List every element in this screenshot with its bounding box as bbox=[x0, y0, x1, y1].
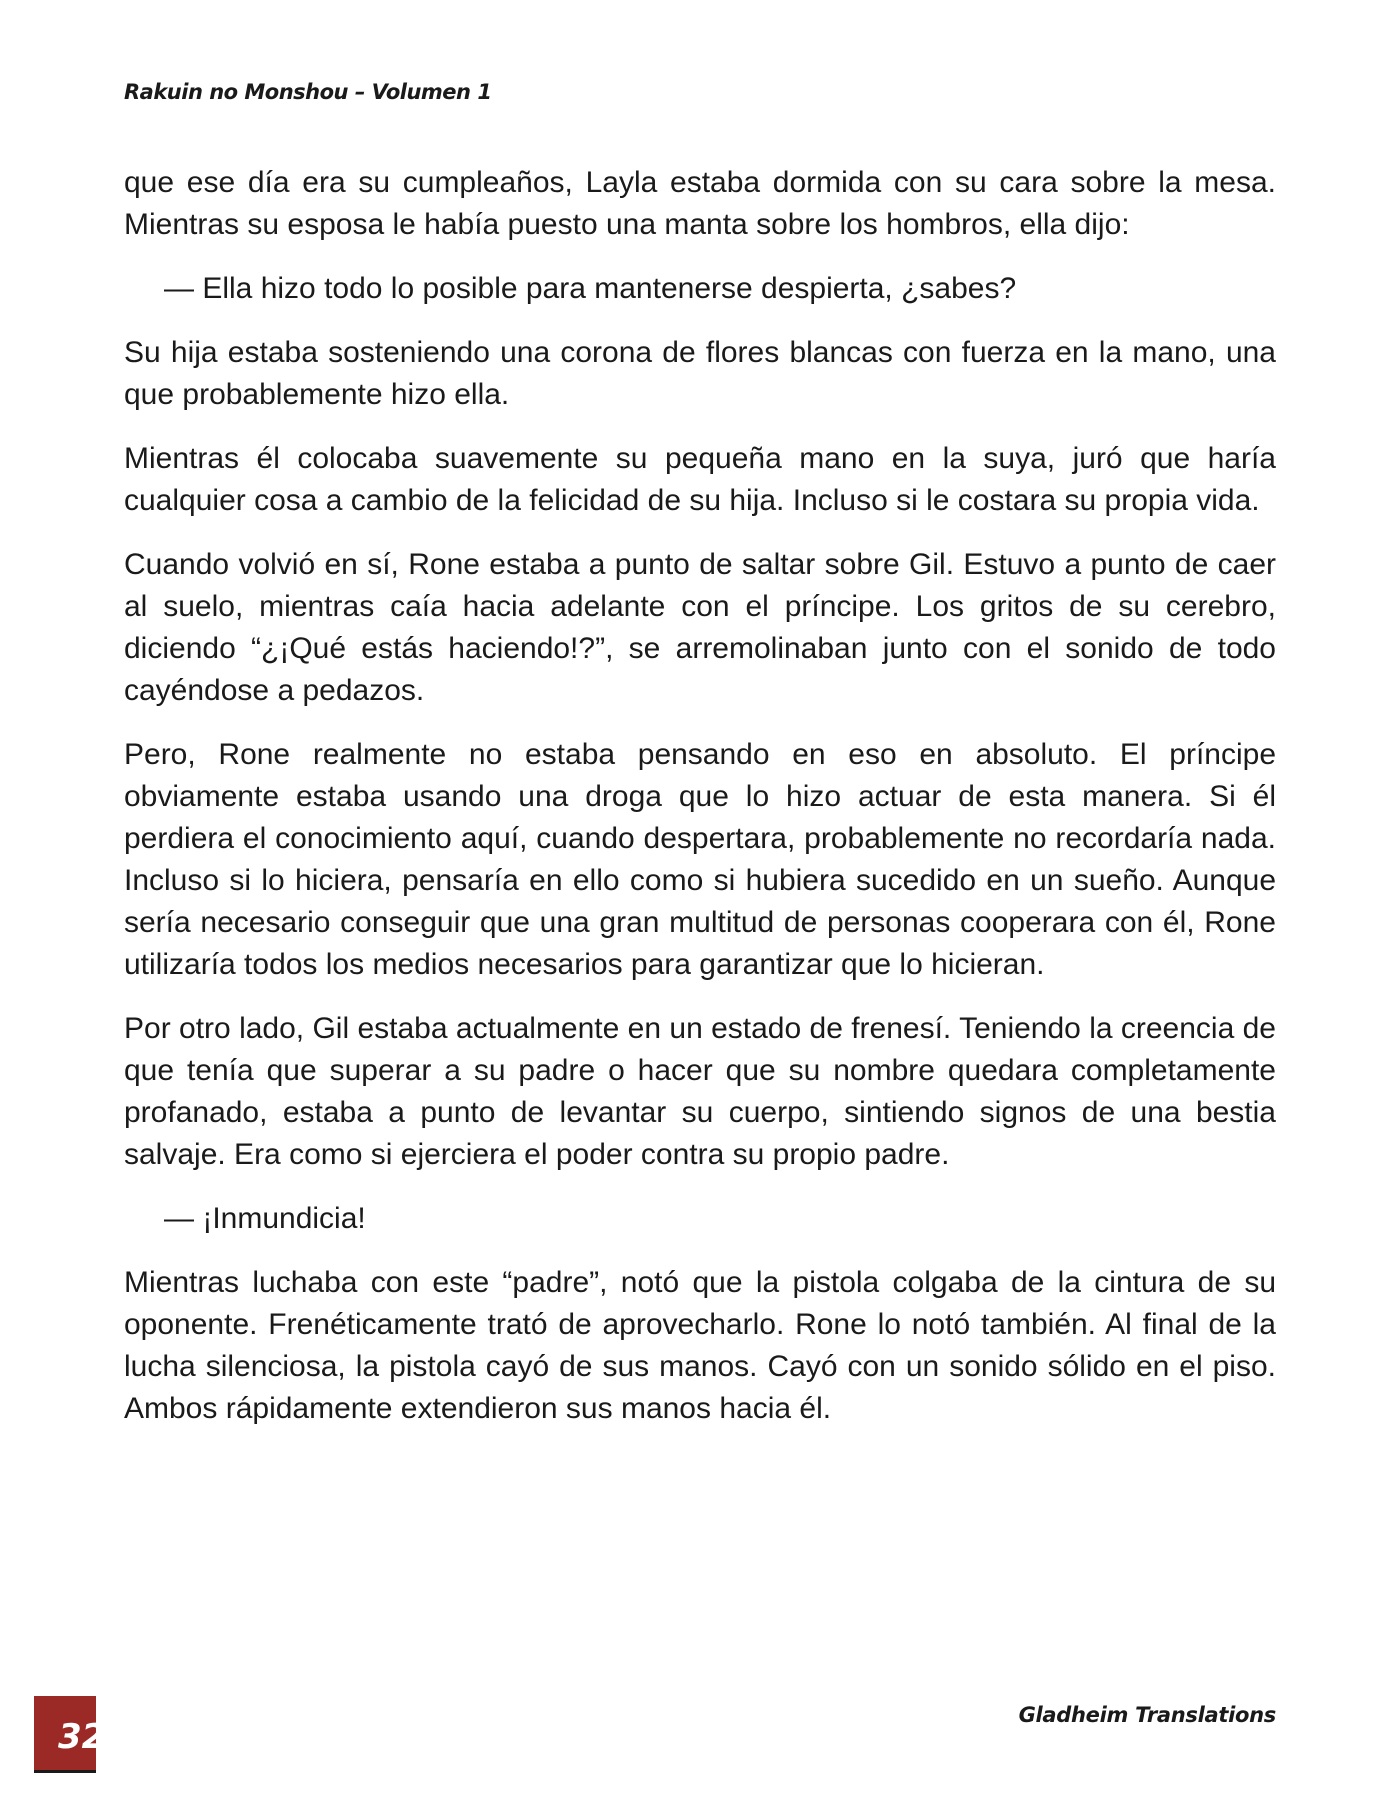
footer-credit: Gladheim Translations bbox=[1018, 1703, 1276, 1727]
paragraph: Mientras luchaba con este “padre”, notó que la pistola colgaba de la cintura de su oponente. Frenéticamente trató de aprovecharlo. Rone lo notó también. Al final de la lucha silenciosa, la pistola cayó de sus manos. Cayó con un sonido sólido en el piso. Ambos rápidamente extendieron sus manos hacia él. bbox=[124, 1266, 1276, 1425]
page-number: 32 bbox=[58, 1717, 106, 1757]
paragraph: Pero, Rone realmente no estaba pensando en eso en absoluto. El príncipe obviamente estaba usando una droga que lo hizo actuar de esta manera. Si él perdiera el conocimiento aquí, cuando despertara, probablemente no recordaría nada. Incluso si lo hiciera, pensaría en ello como si hubiera sucedido en un sueño. Aunque sería necesario conseguir que una gran multitud de personas cooperara con él, Rone utilizaría todos los medios necesarios para garantizar que lo hicieran. bbox=[124, 738, 1276, 981]
paragraph: Mientras él colocaba suavemente su pequeña mano en la suya, juró que haría cualquier cosa a cambio de la felicidad de su hija. Incluso si le costara su propia vida. bbox=[124, 442, 1276, 517]
paragraph: Cuando volvió en sí, Rone estaba a punto de saltar sobre Gil. Estuvo a punto de caer al suelo, mientras caía hacia adelante con el príncipe. Los gritos de su cerebro, diciendo “¿¡Qué estás haciendo!?”, se arremolinaban junto con el sonido de todo cayéndose a pedazos. bbox=[124, 548, 1276, 707]
paragraph: que ese día era su cumpleaños, Layla estaba dormida con su cara sobre la mesa. Mientras su esposa le había puesto una manta sobre los hombros, ella dijo: bbox=[124, 166, 1276, 241]
page-number-rule bbox=[34, 1770, 96, 1773]
paragraph: Por otro lado, Gil estaba actualmente en un estado de frenesí. Teniendo la creencia de que tenía que superar a su padre o hacer que su nombre quedara completamente profanado, estaba a punto de levantar su cuerpo, sintiendo signos de una bestia salvaje. Era como si ejerciera el poder contra su propio padre. bbox=[124, 1012, 1276, 1171]
body-text bbox=[124, 162, 1276, 1452]
paragraph: Su hija estaba sosteniendo una corona de flores blancas con fuerza en la mano, una que probablemente hizo ella. bbox=[124, 336, 1276, 411]
dialogue-line: — ¡Inmundicia! bbox=[164, 1202, 366, 1235]
dialogue-line: — Ella hizo todo lo posible para mantenerse despierta, ¿sabes? bbox=[164, 272, 1017, 305]
header-title: Rakuin no Monshou – Volumen 1 bbox=[124, 80, 492, 104]
